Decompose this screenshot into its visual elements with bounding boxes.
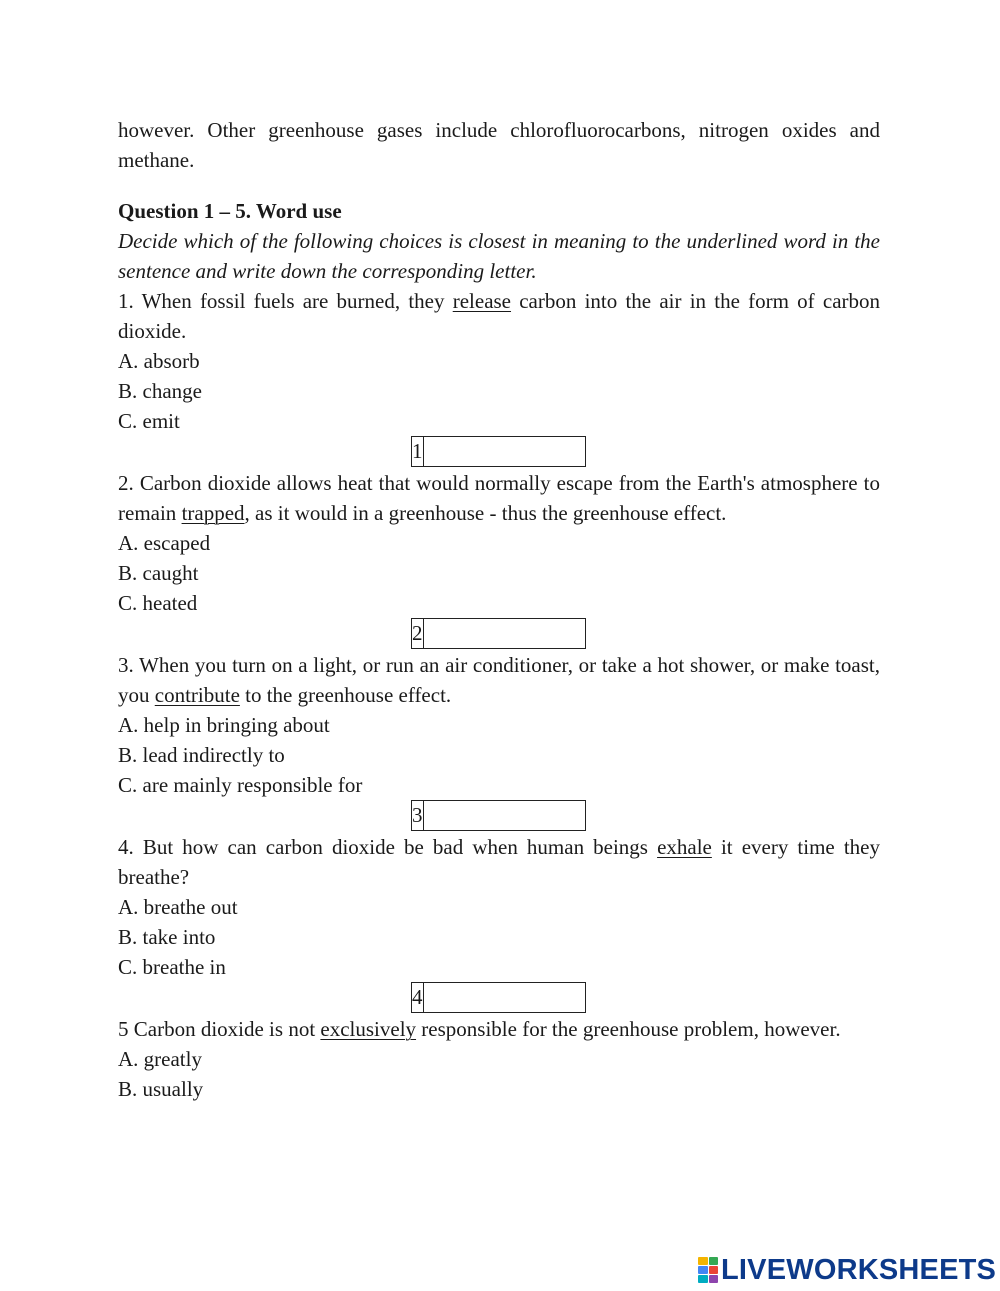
answer-input-4[interactable]	[424, 983, 681, 1012]
option-b: B. change	[118, 379, 202, 403]
worksheet-page	[118, 115, 880, 1104]
option-a: A. breathe out	[118, 895, 238, 919]
intro-text: however. Other greenhouse gases include chlorofluorocarbons, nitrogen oxides and methane.	[118, 118, 880, 172]
underlined-word: contribute	[154, 683, 240, 707]
question-stem: 5 Carbon dioxide is not exclusively responsible for the greenhouse problem, however.	[118, 1017, 841, 1041]
option-a: A. help in bringing about	[118, 713, 330, 737]
liveworksheets-logo	[698, 1255, 996, 1285]
option-c: C. emit	[118, 409, 180, 433]
option-c: C. heated	[118, 591, 198, 615]
question-block	[118, 832, 880, 1014]
logo-text: LIVEWORKSHEETS	[721, 1254, 997, 1286]
logo-block-icon	[709, 1266, 719, 1274]
underlined-word: trapped	[181, 501, 245, 525]
answer-box-3	[411, 800, 586, 831]
logo-block-icon	[698, 1266, 708, 1274]
answer-input-1[interactable]	[424, 437, 681, 466]
question-block	[118, 650, 880, 832]
option-a: A. absorb	[118, 349, 200, 373]
option-b: B. lead indirectly to	[118, 743, 285, 767]
answer-number: 1	[412, 437, 424, 466]
question-block	[118, 286, 880, 468]
question-stem: 2. Carbon dioxide allows heat that would normally escape from the Earth's atmosphere to remain trapped, as it would in a greenhouse - thus the greenhouse effect.	[118, 471, 880, 525]
option-a: A. escaped	[118, 531, 211, 555]
question-stem: 4. But how can carbon dioxide be bad when human beings exhale it every time they breathe?	[118, 835, 880, 889]
question-block	[118, 1014, 880, 1104]
underlined-word: exhale	[657, 835, 712, 859]
option-c: C. breathe in	[118, 955, 226, 979]
question-block	[118, 468, 880, 650]
answer-box-4	[411, 982, 586, 1013]
answer-number: 3	[412, 801, 424, 830]
logo-block-icon	[709, 1257, 719, 1265]
answer-number: 2	[412, 619, 424, 648]
question-stem: 3. When you turn on a light, or run an air conditioner, or take a hot shower, or make toast, you contribute to the greenhouse effect.	[118, 653, 880, 707]
section-title: Question 1 – 5. Word use	[118, 199, 342, 223]
question-stem: 1. When fossil fuels are burned, they release carbon into the air in the form of carbon dioxide.	[118, 289, 881, 343]
section-instruction: Decide which of the following choices is closest in meaning to the underlined word in the sentence and write down the corresponding letter.	[118, 229, 880, 283]
option-b: B. caught	[118, 561, 199, 585]
logo-block-icon	[698, 1257, 708, 1265]
underlined-word: exclusively	[320, 1017, 417, 1041]
answer-box-2	[411, 618, 586, 649]
answer-input-3[interactable]	[424, 801, 681, 830]
option-b: B. usually	[118, 1077, 204, 1101]
answer-number: 4	[412, 983, 424, 1012]
option-c: C. are mainly responsible for	[118, 773, 363, 797]
logo-block-icon	[709, 1275, 719, 1283]
answer-box-1	[411, 436, 586, 467]
logo-block-icon	[698, 1275, 708, 1283]
logo-mark-icon	[698, 1257, 718, 1283]
underlined-word: release	[452, 289, 512, 313]
option-a: A. greatly	[118, 1047, 202, 1071]
option-b: B. take into	[118, 925, 216, 949]
answer-input-2[interactable]	[424, 619, 681, 648]
